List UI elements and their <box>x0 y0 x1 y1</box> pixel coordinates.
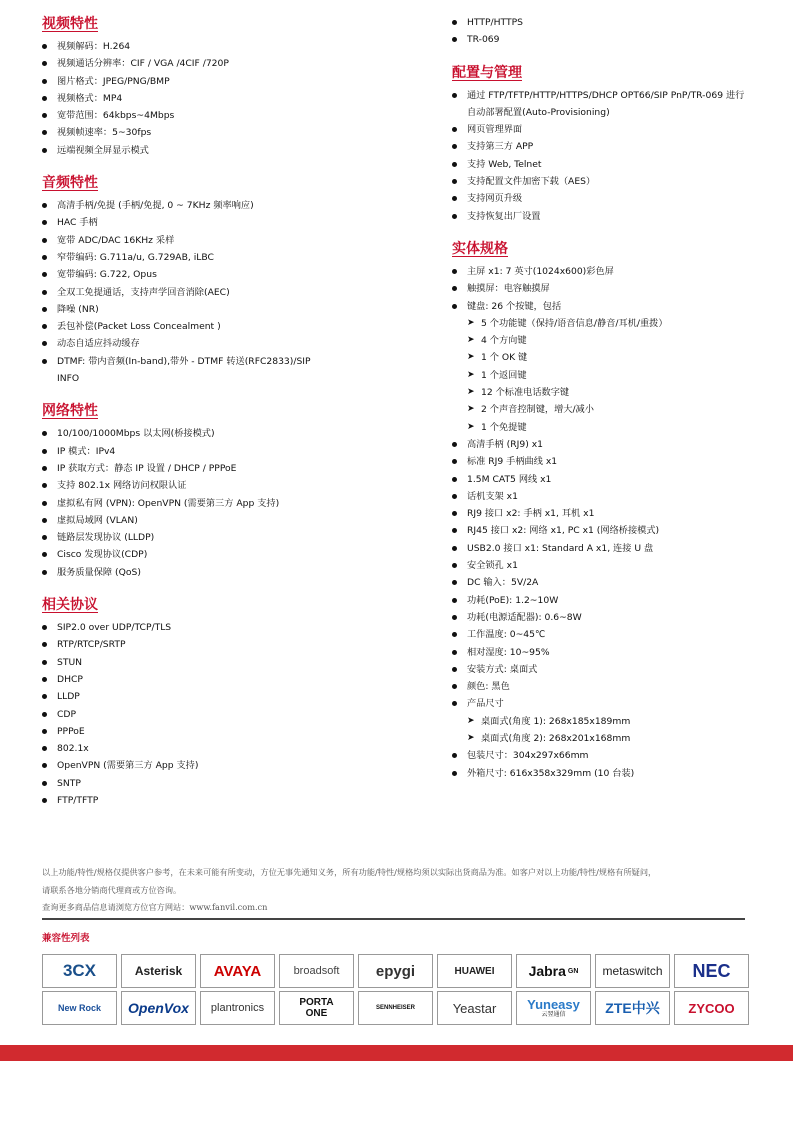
list-item-continuation: 自动部署配置(Auto-Provisioning) <box>467 106 610 118</box>
logo-metaswitch: metaswitch <box>595 954 670 988</box>
list-item: 视频解码：H.264 <box>42 38 432 55</box>
bullet-icon <box>42 272 47 277</box>
bullet-icon <box>42 729 47 734</box>
logo-avaya: AVAYA <box>200 954 275 988</box>
list-item: 网页管理界面 <box>452 121 772 138</box>
sub-list-item: ➤ 1 个免提键 <box>452 419 772 436</box>
logo-yeastar: Yeastar <box>437 991 512 1025</box>
list-item: 支持 802.1x 网络访问权限认证 <box>42 477 432 494</box>
list-item: 视频帧速率：5~30fps <box>42 124 432 141</box>
list-item: 动态自适应抖动缓存 <box>42 335 432 352</box>
bullet-icon <box>452 196 457 201</box>
list-item: DHCP <box>42 671 432 688</box>
bullet-icon <box>42 763 47 768</box>
list-item: 宽带范围：64kbps~4Mbps <box>42 107 432 124</box>
bullet-icon <box>452 615 457 620</box>
bullet-icon <box>452 144 457 149</box>
bullet-icon <box>42 552 47 557</box>
bullet-icon <box>42 44 47 49</box>
list-item: 链路层发现协议 (LLDP) <box>42 529 432 546</box>
arrow-icon: ➤ <box>467 715 475 726</box>
bullet-icon <box>42 642 47 647</box>
bullet-icon <box>452 598 457 603</box>
section-title-management: 配置与管理 <box>452 64 522 81</box>
bullet-icon <box>452 269 457 274</box>
list-item: 安全锁孔 x1 <box>452 557 772 574</box>
arrow-icon: ➤ <box>467 387 475 398</box>
logo-asterisk: Asterisk <box>121 954 196 988</box>
arrow-icon: ➤ <box>467 369 475 380</box>
bullet-icon <box>452 214 457 219</box>
bullet-icon <box>42 431 47 436</box>
bullet-icon <box>42 290 47 295</box>
arrow-icon: ➤ <box>467 352 475 363</box>
sub-list-item: ➤ 4 个方向键 <box>452 332 772 349</box>
list-item: 功耗(电源适配器): 0.6~8W <box>452 609 772 626</box>
bullet-icon <box>452 580 457 585</box>
list-item: SNTP <box>42 775 432 792</box>
logo-portaone: PORTA ONE <box>279 991 354 1025</box>
section-title-audio: 音频特性 <box>42 175 98 192</box>
bullet-icon <box>452 684 457 689</box>
bullet-icon <box>452 632 457 637</box>
list-item-continuation: INFO <box>57 373 80 385</box>
list-item: STUN <box>42 654 432 671</box>
disclaimer-line: 以上功能/特性/规格仅提供客户参考，在未来可能有所变动，方位无事先通知义务，所有功能/特性/规格均须以实际出货商品为准。如客户对以上功能/特性/规格有所疑问， <box>42 867 657 877</box>
list-item: 通过 FTP/TFTP/HTTP/HTTPS/DHCP OPT66/SIP PnP/TR-069 进行 <box>452 87 772 104</box>
logo-3cx: 3CX <box>42 954 117 988</box>
list-item: CDP <box>42 706 432 723</box>
video-feature-list <box>42 38 432 159</box>
list-item: Cisco 发现协议(CDP) <box>42 546 432 563</box>
bullet-icon <box>42 535 47 540</box>
logo-sennheiser: SENNHEISER <box>358 991 433 1025</box>
bullet-icon <box>42 746 47 751</box>
list-item: DC 输入：5V/2A <box>452 574 772 591</box>
website-line[interactable]: 查询更多商品信息请浏览方位官方网站：www.fanvil.com.cn <box>42 902 268 912</box>
list-item: RJ45 接口 x2: 网络 x1, PC x1 (网络桥接模式) <box>452 522 772 539</box>
bullet-icon <box>452 546 457 551</box>
bullet-icon <box>452 459 457 464</box>
bullet-icon <box>42 449 47 454</box>
bullet-icon <box>42 238 47 243</box>
compatibility-title: 兼容性列表 <box>42 933 90 944</box>
logo-openvox: OpenVox <box>121 991 196 1025</box>
bullet-icon <box>42 466 47 471</box>
logo-epygi: epygi <box>358 954 433 988</box>
right-column <box>452 14 772 796</box>
sub-list-item: ➤ 12 个标准电话数字键 <box>452 384 772 401</box>
bullet-icon <box>42 255 47 260</box>
bullet-icon <box>42 113 47 118</box>
bullet-icon <box>452 442 457 447</box>
compatibility-logo-grid <box>42 954 754 1025</box>
bullet-icon <box>42 660 47 665</box>
list-item: IP 模式：IPv4 <box>42 443 432 460</box>
list-item: 全双工免提通话，支持声学回音消除(AEC) <box>42 284 432 301</box>
list-item: 1.5M CAT5 网线 x1 <box>452 471 772 488</box>
list-item: 支持网页升级 <box>452 190 772 207</box>
sub-list-item: ➤ 桌面式(角度 2): 268x201x168mm <box>452 730 772 747</box>
bullet-icon <box>452 304 457 309</box>
disclaimer <box>42 864 752 917</box>
list-item: 标准 RJ9 手柄曲线 x1 <box>452 453 772 470</box>
list-item: 图片格式：JPEG/PNG/BMP <box>42 73 432 90</box>
logo-huawei: HUAWEI <box>437 954 512 988</box>
list-item: 服务质量保障 (QoS) <box>42 564 432 581</box>
bullet-icon <box>42 220 47 225</box>
protocol-list-continued <box>452 14 772 49</box>
bullet-icon <box>452 494 457 499</box>
bullet-icon <box>42 501 47 506</box>
bullet-icon <box>452 20 457 25</box>
bullet-icon <box>452 37 457 42</box>
list-item: 功耗(PoE): 1.2~10W <box>452 592 772 609</box>
network-feature-list <box>42 425 432 581</box>
arrow-icon: ➤ <box>467 317 475 328</box>
list-item: 宽带编码: G.722, Opus <box>42 266 432 283</box>
logo-zycoo: ZYCOO <box>674 991 749 1025</box>
list-item: OpenVPN (需要第三方 App 支持) <box>42 757 432 774</box>
logo-nec: NEC <box>674 954 749 988</box>
bullet-icon <box>42 96 47 101</box>
bullet-icon <box>42 798 47 803</box>
bullet-icon <box>452 650 457 655</box>
list-item: 窄带编码: G.711a/u, G.729AB, iLBC <box>42 249 432 266</box>
logo-plantronics: plantronics <box>200 991 275 1025</box>
list-item: RTP/RTCP/SRTP <box>42 636 432 653</box>
arrow-icon: ➤ <box>467 421 475 432</box>
bullet-icon <box>452 563 457 568</box>
list-item: 虚拟私有网 (VPN): OpenVPN (需要第三方 App 支持) <box>42 495 432 512</box>
bullet-icon <box>452 93 457 98</box>
bullet-icon <box>42 341 47 346</box>
list-item: 高清手柄/免提 (手柄/免提, 0 ~ 7KHz 频率响应) <box>42 197 432 214</box>
list-item: DTMF: 带内音频(In-band),带外 - DTMF 转送(RFC2833)/SIP <box>42 353 432 370</box>
bullet-icon <box>42 483 47 488</box>
bullet-icon <box>42 518 47 523</box>
sub-list-item: ➤ 桌面式(角度 1): 268x185x189mm <box>452 713 772 730</box>
list-item: IP 获取方式：静态 IP 设置 / DHCP / PPPoE <box>42 460 432 477</box>
list-item: 触摸屏：电容触摸屏 <box>452 280 772 297</box>
list-item: RJ9 接口 x2: 手柄 x1, 耳机 x1 <box>452 505 772 522</box>
list-item: 相对湿度: 10~95% <box>452 644 772 661</box>
list-item: SIP2.0 over UDP/TCP/TLS <box>42 619 432 636</box>
bullet-icon <box>42 130 47 135</box>
list-item: 外箱尺寸: 616x358x329mm (10 台装) <box>452 765 772 782</box>
bullet-icon <box>452 179 457 184</box>
section-title-video: 视频特性 <box>42 16 98 32</box>
logo-jabra: Jabra GN <box>516 954 591 988</box>
bullet-icon <box>452 477 457 482</box>
list-item: 高清手柄 (RJ9) x1 <box>452 436 772 453</box>
list-item: 视频格式：MP4 <box>42 90 432 107</box>
logo-newrock: New Rock <box>42 991 117 1025</box>
list-item: USB2.0 接口 x1: Standard A x1, 连接 U 盘 <box>452 540 772 557</box>
bullet-icon <box>452 286 457 291</box>
list-item: 10/100/1000Mbps 以太网(桥接模式) <box>42 425 432 442</box>
bullet-icon <box>42 79 47 84</box>
sub-list-item: ➤ 1 个返回键 <box>452 367 772 384</box>
list-item: 键盘: 26 个按键，包括 <box>452 298 772 315</box>
list-item: 支持 Web, Telnet <box>452 156 772 173</box>
list-item: 话机支架 x1 <box>452 488 772 505</box>
arrow-icon: ➤ <box>467 335 475 346</box>
bullet-icon <box>452 771 457 776</box>
list-item: 宽带 ADC/DAC 16KHz 采样 <box>42 232 432 249</box>
bullet-icon <box>42 570 47 575</box>
bullet-icon <box>42 625 47 630</box>
section-title-protocols: 相关协议 <box>42 597 98 614</box>
section-title-network: 网络特性 <box>42 403 98 420</box>
list-item: 降噪 (NR) <box>42 301 432 318</box>
arrow-icon: ➤ <box>467 404 475 415</box>
audio-feature-list <box>42 197 432 387</box>
logo-zte: ZTE中兴 <box>595 991 670 1025</box>
list-item: PPPoE <box>42 723 432 740</box>
bullet-icon <box>42 712 47 717</box>
sub-list-item: ➤ 2 个声音控制键，增大/减小 <box>452 401 772 418</box>
list-item: 支持配置文件加密下载（AES） <box>452 173 772 190</box>
bullet-icon <box>452 127 457 132</box>
left-column <box>42 14 432 823</box>
bullet-icon <box>42 677 47 682</box>
bullet-icon <box>452 162 457 167</box>
list-item: TR-069 <box>452 31 772 48</box>
list-item: 颜色: 黑色 <box>452 678 772 695</box>
sub-list-item: ➤ 1 个 OK 键 <box>452 349 772 366</box>
list-item: 丢包补偿(Packet Loss Concealment ) <box>42 318 432 335</box>
list-item: FTP/TFTP <box>42 792 432 809</box>
list-item: 主屏 x1: 7 英寸(1024x600)彩色屏 <box>452 263 772 280</box>
footer-band <box>0 1045 793 1061</box>
bullet-icon <box>42 359 47 364</box>
section-title-hardware: 实体规格 <box>452 240 508 257</box>
logo-broadsoft: broadsoft <box>279 954 354 988</box>
arrow-icon: ➤ <box>467 732 475 743</box>
bullet-icon <box>42 781 47 786</box>
bullet-icon <box>452 511 457 516</box>
bullet-icon <box>42 307 47 312</box>
bullet-icon <box>42 203 47 208</box>
list-item: HAC 手柄 <box>42 214 432 231</box>
list-item: 视频通话分辨率：CIF / VGA /4CIF /720P <box>42 55 432 72</box>
list-item: HTTP/HTTPS <box>452 14 772 31</box>
sub-list-item: ➤ 5 个功能键（保持/语音信息/静音/耳机/重拨） <box>452 315 772 332</box>
list-item: 安装方式: 桌面式 <box>452 661 772 678</box>
logo-yuneasy: Yuneasy 云翌通信 <box>516 991 591 1025</box>
list-item: 支持第三方 APP <box>452 138 772 155</box>
hardware-spec-list <box>452 263 772 782</box>
bullet-icon <box>42 694 47 699</box>
bullet-icon <box>42 61 47 66</box>
list-item: 包装尺寸：304x297x66mm <box>452 747 772 764</box>
list-item: 支持恢复出厂设置 <box>452 208 772 225</box>
bullet-icon <box>452 528 457 533</box>
bullet-icon <box>452 701 457 706</box>
list-item: 远端视频全屏显示模式 <box>42 142 432 159</box>
bullet-icon <box>42 324 47 329</box>
bullet-icon <box>42 148 47 153</box>
protocol-list <box>42 619 432 809</box>
list-item: 工作温度: 0~45℃ <box>452 626 772 643</box>
list-item: LLDP <box>42 688 432 705</box>
disclaimer-line: 请联系各地分销商代理商或方位咨询。 <box>42 884 182 895</box>
bullet-icon <box>452 753 457 758</box>
bullet-icon <box>452 667 457 672</box>
list-item: 虚拟局域网 (VLAN) <box>42 512 432 529</box>
list-item: 802.1x <box>42 740 432 757</box>
divider <box>42 918 745 920</box>
management-list <box>452 87 772 225</box>
list-item: 产品尺寸 <box>452 695 772 712</box>
